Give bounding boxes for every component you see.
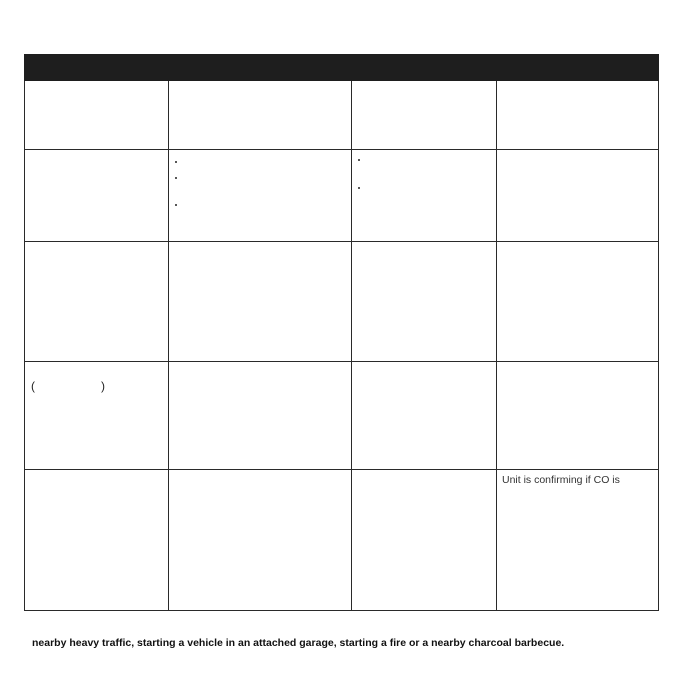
bullet-dot (358, 159, 360, 161)
bullet-dot (175, 177, 177, 179)
close-paren: ) (101, 379, 105, 393)
table-right-border (658, 81, 659, 611)
footer-note: nearby heavy traffic, starting a vehicle in an attached garage, starting a fire or a nearby charcoal barbecue. (32, 637, 565, 649)
row-divider (24, 361, 659, 362)
column-divider (496, 81, 497, 611)
row-divider (24, 149, 659, 150)
open-paren: ( (31, 379, 35, 393)
table-cell-text: Unit is confirming if CO is (502, 474, 620, 486)
bullet-dot (175, 161, 177, 163)
table-header-bar (24, 54, 659, 81)
table-left-border (24, 81, 25, 611)
bullet-dot (175, 204, 177, 206)
row-divider (24, 469, 659, 470)
column-divider (168, 81, 169, 611)
table-bottom-border (24, 610, 659, 611)
bullet-dot (358, 187, 360, 189)
column-divider (351, 81, 352, 611)
row-divider (24, 241, 659, 242)
